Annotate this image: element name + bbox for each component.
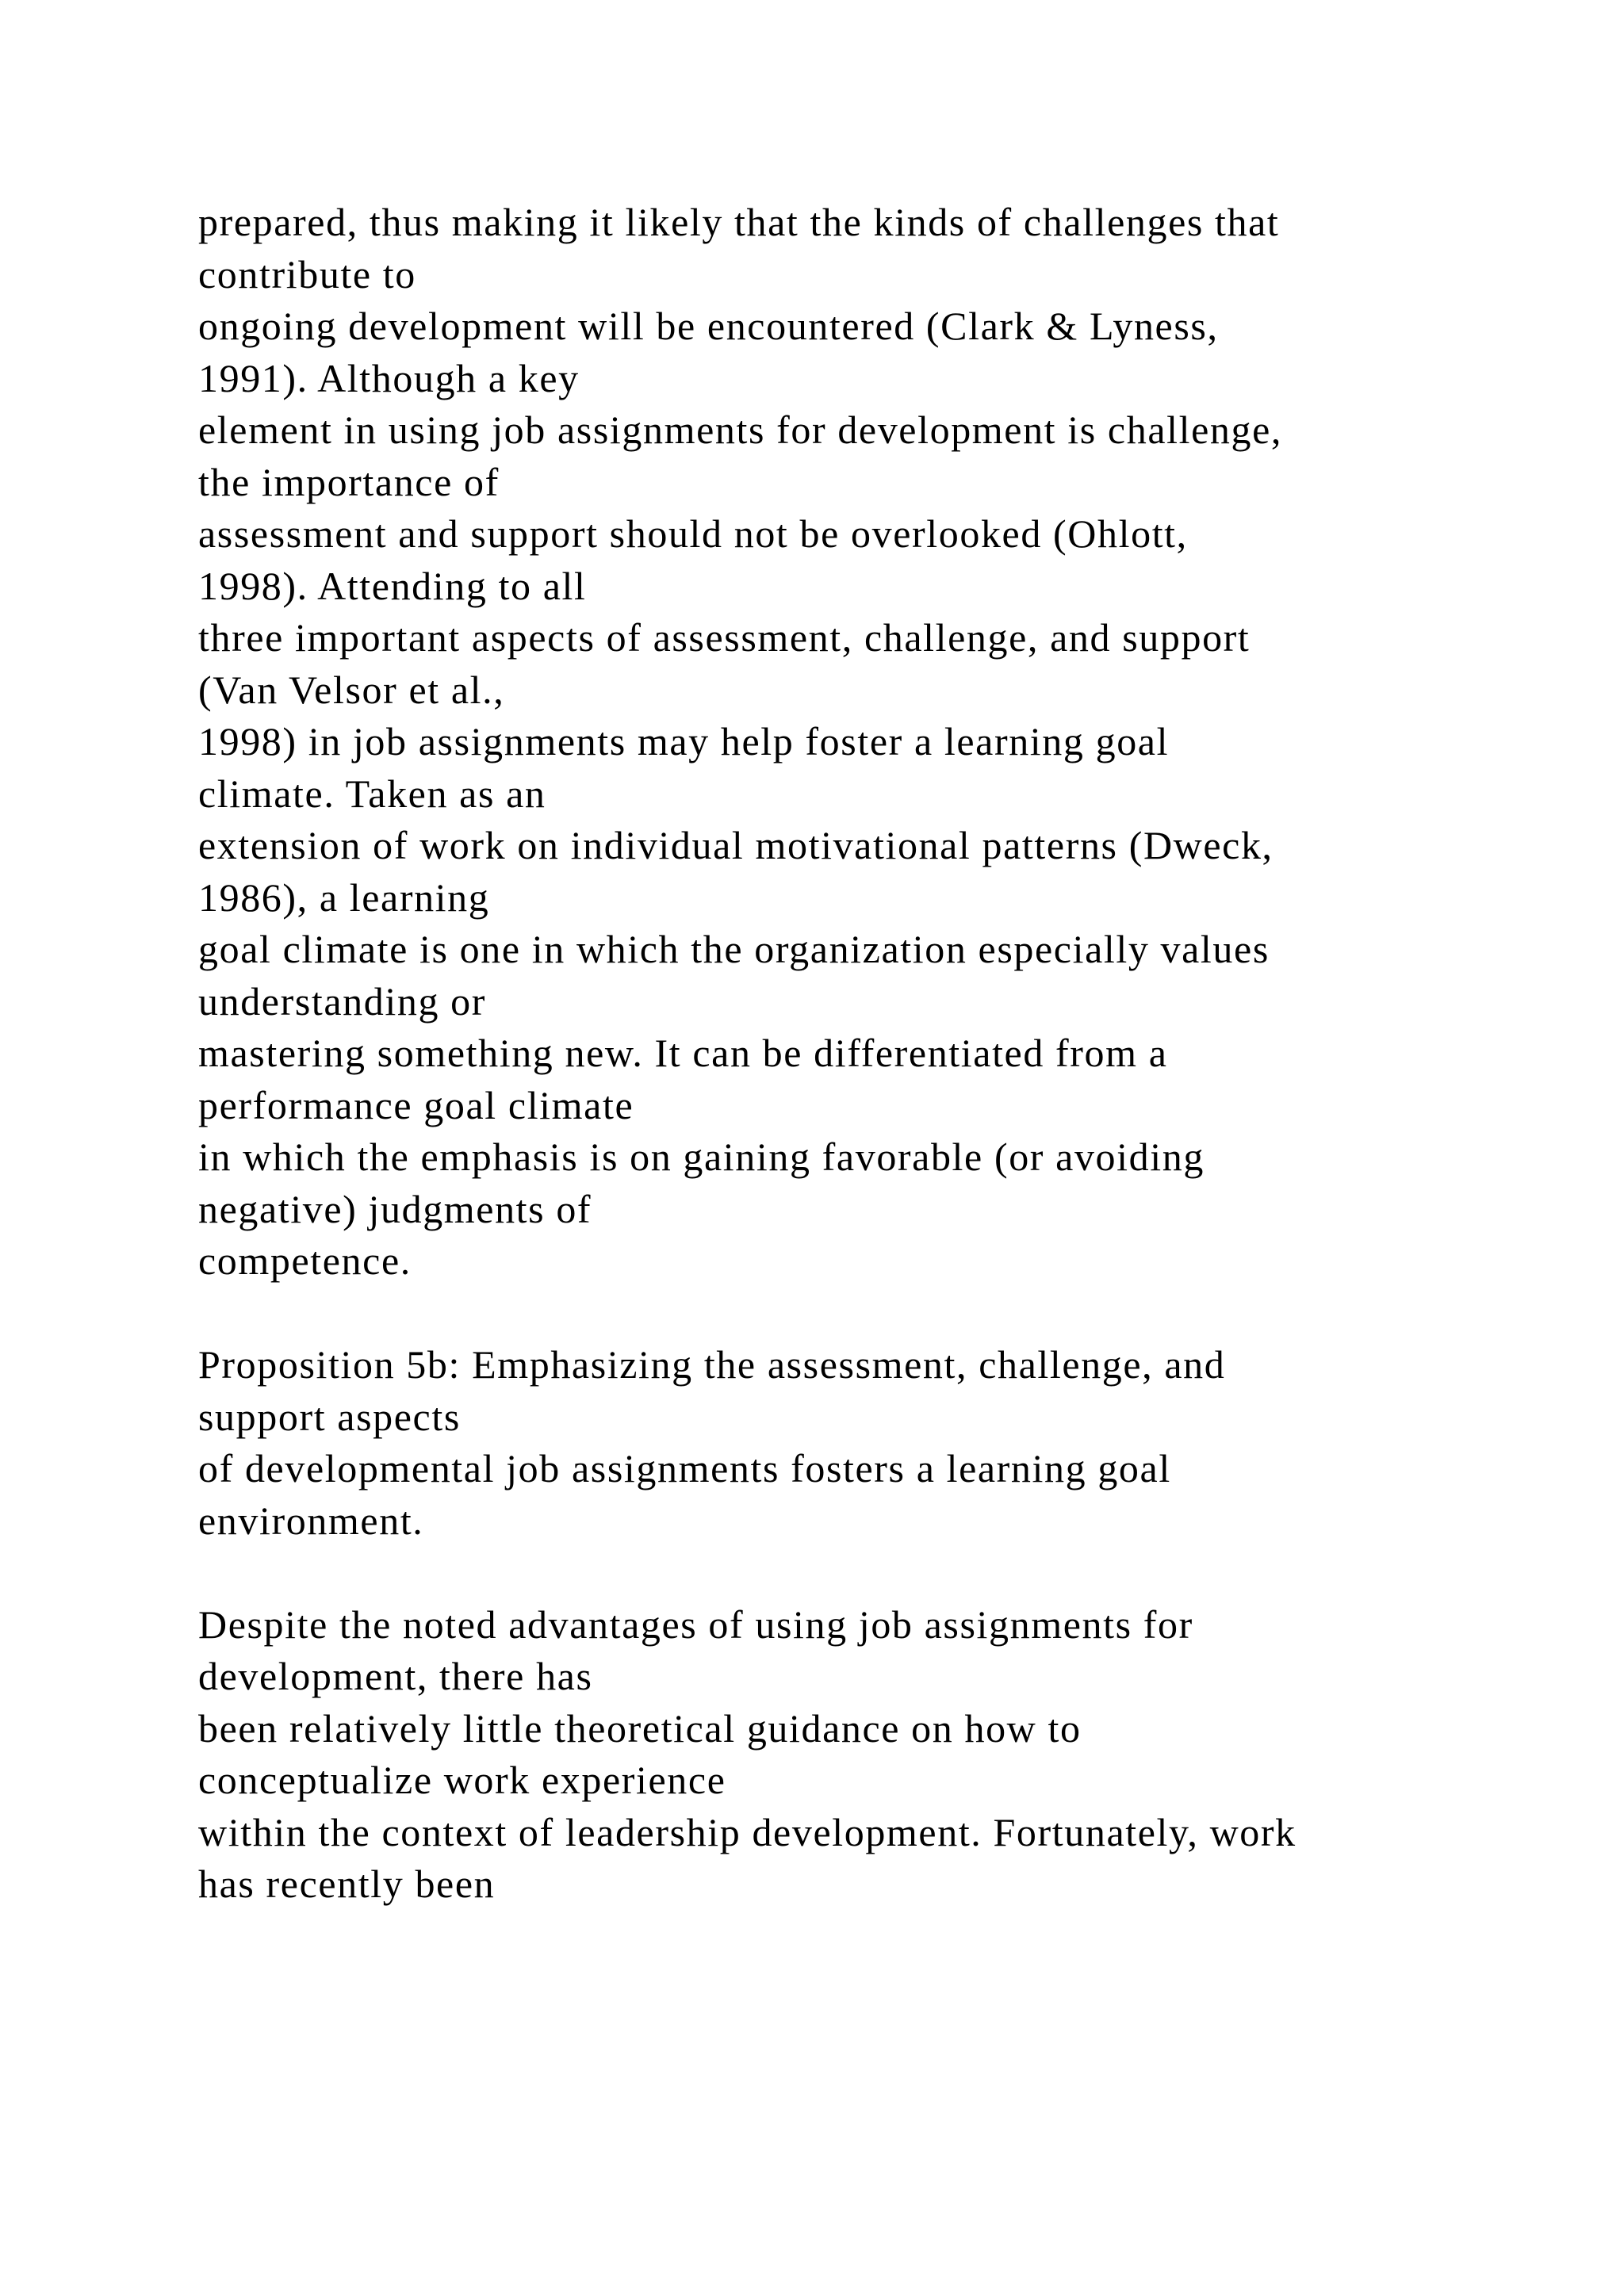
text-line: ongoing development will be encountered (Clark & Lyness, (198, 304, 1219, 348)
text-line: the importance of (198, 459, 500, 504)
text-line: negative) judgments of (198, 1186, 592, 1231)
text-line: assessment and support should not be overlooked (Ohlott, (198, 511, 1188, 556)
text-line: development, there has (198, 1654, 593, 1698)
text-line: in which the emphasis is on gaining favorable (or avoiding (198, 1135, 1205, 1179)
text-line: been relatively little theoretical guidance on how to (198, 1705, 1082, 1751)
text-line: (Van Velsor et al., (198, 667, 505, 712)
text-line: 1998) in job assignments may help foster a learning goal (198, 719, 1170, 763)
text-line: has recently been (198, 1862, 496, 1906)
text-line: performance goal climate (198, 1082, 634, 1127)
text-line: goal climate is one in which the organization especially values (198, 927, 1270, 971)
text-line: understanding or (198, 978, 487, 1024)
proposition-paragraph (198, 1339, 1546, 1547)
text-line: within the context of leadership development. Fortunately, work (198, 1809, 1297, 1854)
text-line: support aspects (198, 1394, 461, 1439)
paragraph (198, 197, 1546, 1288)
text-line: mastering something new. It can be differentiated from a (198, 1031, 1168, 1075)
text-line: contribute to (198, 251, 416, 297)
text-line: 1991). Although a key (198, 355, 580, 400)
text-line: competence. (198, 1238, 412, 1283)
paragraph-gap (198, 1547, 1546, 1599)
text-line: of developmental job assignments fosters a learning goal (198, 1446, 1171, 1490)
text-line: Despite the noted advantages of using job assignments for (198, 1601, 1193, 1647)
text-line: three important aspects of assessment, challenge, and support (198, 615, 1251, 660)
text-line: element in using job assignments for development is challenge, (198, 408, 1282, 452)
paragraph (198, 1599, 1546, 1911)
body-text (198, 197, 1546, 1911)
text-line: 1998). Attending to all (198, 563, 587, 608)
text-line: prepared, thus making it likely that the kinds of challenges that (198, 200, 1280, 244)
text-line: conceptualize work experience (198, 1758, 726, 1802)
text-line: extension of work on individual motivational patterns (Dweck, (198, 823, 1274, 867)
text-line: climate. Taken as an (198, 771, 546, 816)
paragraph-gap (198, 1288, 1546, 1340)
text-line: 1986), a learning (198, 874, 490, 920)
text-line: Proposition 5b: Emphasizing the assessment, challenge, and (198, 1342, 1226, 1387)
text-line: environment. (198, 1498, 424, 1543)
